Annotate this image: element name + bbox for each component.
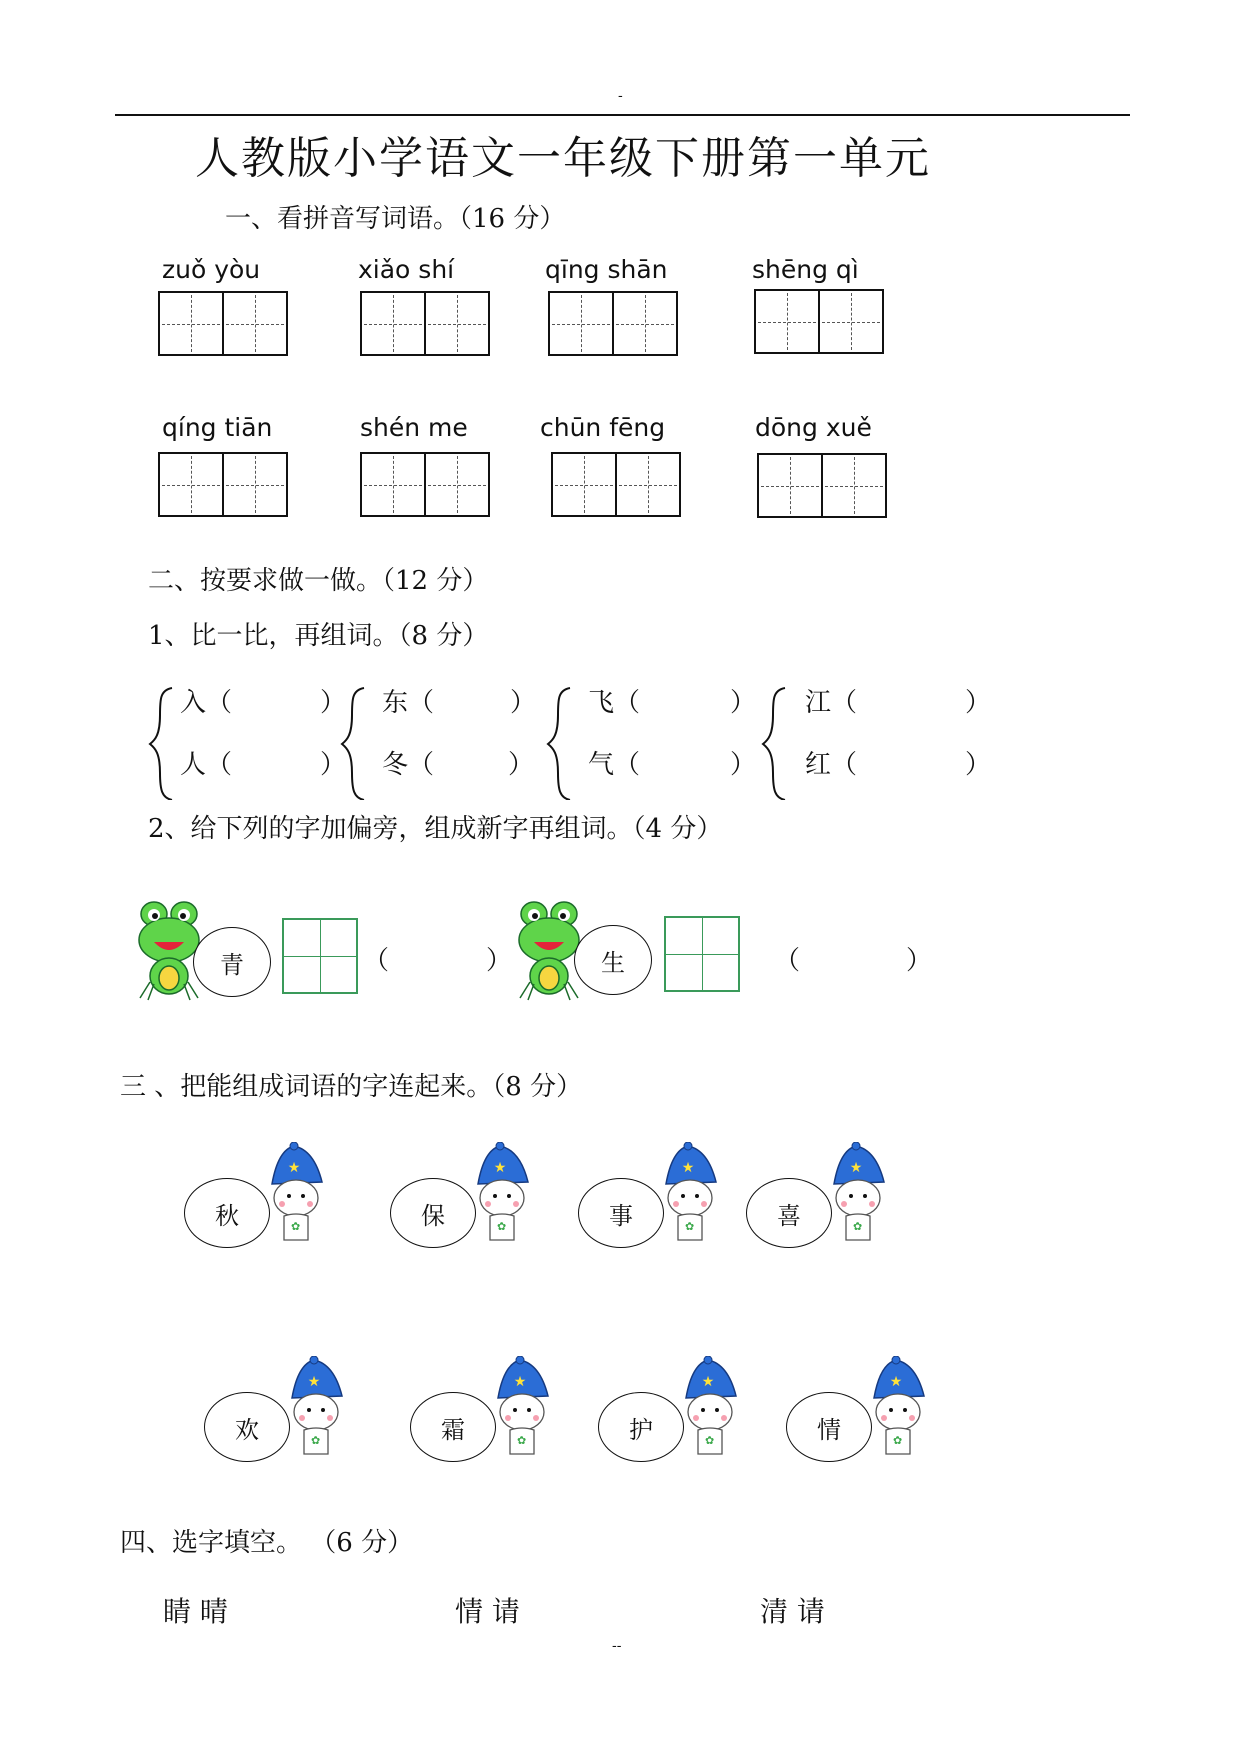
close-paren: ）	[730, 750, 757, 780]
svg-text:★: ★	[849, 1160, 863, 1176]
close-paren: ）	[320, 750, 347, 780]
part1-heading: 1、比一比，再组词。（8 分）	[148, 621, 489, 651]
cat-wizard-icon	[264, 1142, 330, 1246]
section3-heading: 三 、把能组成词语的字连起来。（8 分）	[120, 1072, 583, 1102]
svg-text:✿: ✿	[705, 1434, 715, 1447]
cat-wizard-icon	[284, 1356, 350, 1460]
svg-text:✿: ✿	[311, 1434, 321, 1447]
cat-wizard-icon	[826, 1142, 892, 1246]
section2-heading: 二、按要求做一做。（12 分）	[148, 566, 489, 596]
close-paren: ）	[965, 750, 992, 780]
compare-char: 人（	[180, 750, 233, 780]
open-paren: （	[363, 946, 390, 976]
frog-icon	[134, 898, 204, 1004]
brace	[150, 688, 172, 800]
svg-text:★: ★	[493, 1160, 507, 1176]
header-mark: -	[618, 88, 623, 104]
connect-char-oval[interactable]: 保	[390, 1178, 476, 1248]
cat-wizard-icon	[658, 1142, 724, 1246]
brace	[548, 688, 570, 800]
compare-char: 入（	[180, 688, 233, 718]
pinyin-label: dōng xuě	[755, 413, 872, 442]
close-paren: ）	[965, 688, 992, 718]
choice-pair: 睛 晴	[163, 1595, 228, 1628]
connect-char-oval[interactable]: 霜	[410, 1392, 496, 1462]
svg-text:✿: ✿	[517, 1434, 527, 1447]
footer-mark: --	[612, 1638, 622, 1654]
pinyin-label: xiǎo shí	[358, 255, 455, 284]
brace-graphics	[0, 0, 1241, 800]
close-paren: ）	[730, 688, 757, 718]
close-paren: ）	[906, 946, 933, 976]
svg-text:✿: ✿	[497, 1220, 507, 1233]
compare-char: 气（	[588, 750, 641, 780]
radical-box[interactable]	[664, 916, 740, 992]
pinyin-label: qīng shān	[545, 255, 668, 284]
connect-char-oval[interactable]: 喜	[746, 1178, 832, 1248]
compare-char: 东（	[382, 688, 435, 718]
close-paren: ）	[510, 688, 537, 718]
svg-text:★: ★	[307, 1374, 321, 1390]
close-paren: ）	[508, 750, 535, 780]
brace	[763, 688, 785, 800]
compare-char: 江（	[805, 688, 858, 718]
pinyin-label: chūn fēng	[540, 413, 666, 442]
close-paren: ）	[320, 688, 347, 718]
svg-text:★: ★	[513, 1374, 527, 1390]
svg-text:✿: ✿	[893, 1434, 903, 1447]
cat-wizard-icon	[470, 1142, 536, 1246]
svg-text:★: ★	[287, 1160, 301, 1176]
close-paren: ）	[486, 946, 513, 976]
char-oval: 生	[574, 925, 652, 995]
connect-char-oval[interactable]: 护	[598, 1392, 684, 1462]
connect-char-oval[interactable]: 秋	[184, 1178, 270, 1248]
choice-pair: 情 请	[455, 1595, 520, 1628]
connect-char-oval[interactable]: 欢	[204, 1392, 290, 1462]
connect-char-oval[interactable]: 事	[578, 1178, 664, 1248]
svg-text:✿: ✿	[685, 1220, 695, 1233]
pinyin-label: shén me	[360, 413, 468, 442]
svg-text:✿: ✿	[291, 1220, 301, 1233]
char-oval: 青	[193, 927, 271, 997]
pinyin-label: shēng qì	[752, 255, 859, 284]
svg-text:★: ★	[701, 1374, 715, 1390]
choice-pair: 清 请	[760, 1595, 825, 1628]
radical-box[interactable]	[282, 918, 358, 994]
compare-char: 飞（	[588, 688, 641, 718]
svg-text:★: ★	[681, 1160, 695, 1176]
section4-heading: 四、选字填空。 （6 分）	[120, 1528, 414, 1558]
page-title: 人教版小学语文一年级下册第一单元	[195, 133, 931, 184]
compare-char: 冬（	[382, 750, 435, 780]
frog-icon	[514, 898, 584, 1004]
cat-wizard-icon	[490, 1356, 556, 1460]
pinyin-label: zuǒ yòu	[162, 255, 261, 284]
open-paren: （	[774, 946, 801, 976]
cat-wizard-icon	[866, 1356, 932, 1460]
pinyin-label: qíng tiān	[162, 413, 273, 442]
compare-char: 红（	[805, 750, 858, 780]
section1-heading: 一、看拼音写词语。（16 分）	[225, 204, 566, 234]
cat-wizard-icon	[678, 1356, 744, 1460]
svg-text:✿: ✿	[853, 1220, 863, 1233]
connect-char-oval[interactable]: 情	[786, 1392, 872, 1462]
svg-text:★: ★	[889, 1374, 903, 1390]
part2-heading: 2、给下列的字加偏旁，组成新字再组词。（4 分）	[148, 814, 723, 844]
